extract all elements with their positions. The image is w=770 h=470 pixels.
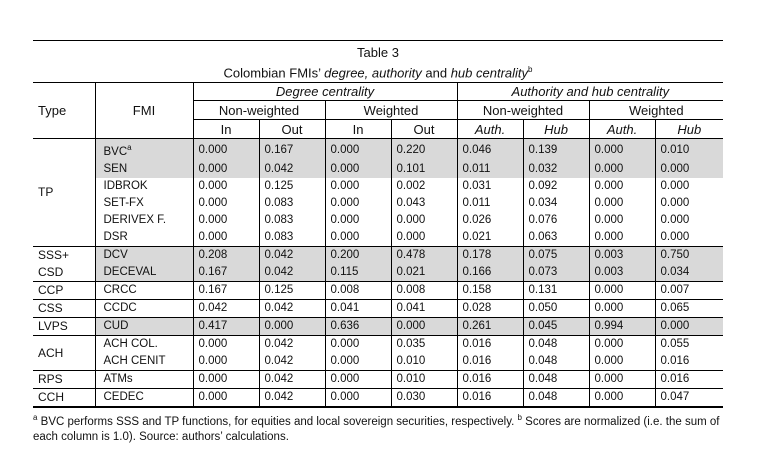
type-cell (33, 247, 95, 282)
type-cell (33, 371, 95, 389)
value-cell: 0.208 (193, 247, 259, 265)
value-cell: 0.016 (457, 389, 523, 407)
value-cell: 0.065 (655, 300, 723, 318)
type-label: CCH (38, 390, 64, 405)
value-cell: 0.200 (325, 247, 391, 265)
value-cell: 0.092 (523, 178, 589, 195)
table-title-block (33, 40, 723, 81)
value-cell: 0.000 (325, 212, 391, 229)
value-cell: 0.046 (457, 139, 523, 161)
value-cell: 0.030 (391, 389, 457, 407)
type-label-line2: CSD (38, 265, 64, 280)
value-cell: 0.042 (259, 161, 325, 178)
value-cell: 0.994 (589, 318, 655, 336)
header-in: In (193, 120, 259, 139)
value-cell: 0.000 (391, 212, 457, 229)
value-cell: 0.000 (193, 371, 259, 389)
fmi-cell (95, 264, 193, 282)
value-cell: 0.000 (325, 371, 391, 389)
value-cell: 0.178 (457, 247, 523, 265)
table-row (33, 300, 723, 318)
value-cell: 0.000 (193, 212, 259, 229)
value-cell: 0.478 (391, 247, 457, 265)
value-cell: 0.131 (523, 282, 589, 300)
caption-italic-degree-authority: degree, authority (324, 65, 422, 81)
value-cell: 0.042 (259, 300, 325, 318)
type-label: SSS+ (38, 248, 70, 263)
fmi-cell (95, 353, 193, 371)
value-cell: 0.000 (589, 229, 655, 247)
type-cell (33, 336, 95, 371)
table-row (33, 161, 723, 178)
value-cell: 0.042 (259, 264, 325, 282)
value-cell: 0.750 (655, 247, 723, 265)
value-cell: 0.008 (391, 282, 457, 300)
footnote-a-sup: a (33, 413, 38, 423)
value-cell: 0.167 (259, 139, 325, 161)
fmi-name: DSR (103, 231, 128, 244)
header-type: Type (33, 83, 95, 139)
value-cell: 0.000 (325, 178, 391, 195)
fmi-name: CCDC (103, 302, 137, 315)
value-cell: 0.045 (523, 318, 589, 336)
value-cell: 0.003 (589, 247, 655, 265)
fmi-cell (95, 212, 193, 229)
value-cell: 0.002 (391, 178, 457, 195)
table-row (33, 353, 723, 371)
value-cell: 0.000 (589, 139, 655, 161)
fmi-name: CRCC (103, 284, 137, 297)
value-cell: 0.016 (655, 353, 723, 371)
value-cell: 0.000 (193, 336, 259, 354)
value-cell: 0.000 (325, 353, 391, 371)
value-cell: 0.000 (655, 318, 723, 336)
value-cell: 0.000 (325, 229, 391, 247)
fmi-name: DECEVAL (103, 266, 157, 279)
header-degree-nonweighted: Non-weighted (193, 101, 325, 120)
fmi-name: DERIVEX F. (103, 214, 167, 227)
header-hub: Hub (655, 120, 723, 139)
type-cell (33, 282, 95, 300)
value-cell: 0.000 (325, 389, 391, 407)
value-cell: 0.026 (457, 212, 523, 229)
value-cell: 0.041 (391, 300, 457, 318)
value-cell: 0.000 (589, 282, 655, 300)
value-cell: 0.042 (259, 336, 325, 354)
fmi-cell (95, 318, 193, 336)
type-cell (33, 139, 95, 247)
fmi-name: ACH COL. (103, 338, 158, 351)
value-cell: 0.000 (589, 300, 655, 318)
value-cell: 0.083 (259, 212, 325, 229)
value-cell: 0.167 (193, 282, 259, 300)
value-cell: 0.000 (325, 139, 391, 161)
header-fmi: FMI (95, 83, 193, 139)
value-cell: 0.075 (523, 247, 589, 265)
value-cell: 0.011 (457, 195, 523, 212)
table-row (33, 389, 723, 407)
value-cell: 0.000 (193, 389, 259, 407)
value-cell: 0.220 (391, 139, 457, 161)
value-cell: 0.042 (259, 371, 325, 389)
header-auth: Auth. (457, 120, 523, 139)
value-cell: 0.043 (391, 195, 457, 212)
value-cell: 0.055 (655, 336, 723, 354)
value-cell: 0.048 (523, 389, 589, 407)
table-row (33, 264, 723, 282)
fmi-cell (95, 139, 193, 161)
value-cell: 0.016 (655, 371, 723, 389)
value-cell: 0.000 (325, 195, 391, 212)
value-cell: 0.000 (655, 178, 723, 195)
fmi-cell (95, 371, 193, 389)
value-cell: 0.636 (325, 318, 391, 336)
type-cell (33, 300, 95, 318)
value-cell: 0.011 (457, 161, 523, 178)
value-cell: 0.000 (193, 195, 259, 212)
value-cell: 0.034 (523, 195, 589, 212)
value-cell: 0.010 (391, 371, 457, 389)
type-label: TP (38, 185, 54, 200)
fmi-name: BVC (103, 146, 128, 159)
value-cell: 0.000 (391, 229, 457, 247)
value-cell: 0.050 (523, 300, 589, 318)
value-cell: 0.000 (655, 195, 723, 212)
fmi-name: DCV (103, 249, 128, 262)
type-label: CSS (38, 301, 63, 316)
value-cell: 0.000 (589, 195, 655, 212)
fmi-name: ATMs (103, 373, 133, 386)
fmi-cell (95, 282, 193, 300)
header-auth-weighted: Weighted (589, 101, 723, 120)
value-cell: 0.034 (655, 264, 723, 282)
header-hub: Hub (523, 120, 589, 139)
value-cell: 0.063 (523, 229, 589, 247)
value-cell: 0.000 (325, 336, 391, 354)
fmi-name: SEN (103, 163, 128, 176)
value-cell: 0.048 (523, 371, 589, 389)
caption-italic-hub: hub centrality (450, 65, 529, 81)
caption-sup: b (528, 65, 533, 74)
value-cell: 0.000 (193, 353, 259, 371)
fmi-cell (95, 300, 193, 318)
value-cell: 0.021 (391, 264, 457, 282)
table-row (33, 247, 723, 265)
type-cell (33, 389, 95, 407)
table-row (33, 336, 723, 354)
value-cell: 0.010 (655, 139, 723, 161)
type-label: CCP (38, 283, 64, 298)
value-cell: 0.035 (391, 336, 457, 354)
value-cell: 0.028 (457, 300, 523, 318)
header-out: Out (391, 120, 457, 139)
table-row (33, 229, 723, 247)
table-row (33, 371, 723, 389)
fmi-cell (95, 336, 193, 354)
value-cell: 0.139 (523, 139, 589, 161)
table-row (33, 139, 723, 161)
fmi-cell (95, 195, 193, 212)
value-cell: 0.048 (523, 353, 589, 371)
value-cell: 0.158 (457, 282, 523, 300)
value-cell: 0.125 (259, 178, 325, 195)
header-auth-nonweighted: Non-weighted (457, 101, 589, 120)
value-cell: 0.101 (391, 161, 457, 178)
value-cell: 0.000 (589, 161, 655, 178)
fmi-name: CUD (103, 320, 129, 333)
table-caption (33, 61, 723, 81)
value-cell: 0.042 (193, 300, 259, 318)
value-cell: 0.042 (259, 353, 325, 371)
value-cell: 0.016 (457, 353, 523, 371)
type-cell (33, 318, 95, 336)
fmi-name: SET-FX (103, 197, 144, 210)
value-cell: 0.417 (193, 318, 259, 336)
table-row (33, 282, 723, 300)
fmi-name: CEDEC (103, 391, 144, 404)
table-row (33, 318, 723, 336)
fmi-name: IDBROK (103, 180, 148, 193)
table-row (33, 195, 723, 212)
type-label: ACH (38, 345, 64, 360)
value-cell: 0.016 (457, 336, 523, 354)
value-cell: 0.021 (457, 229, 523, 247)
value-cell: 0.073 (523, 264, 589, 282)
header-degree-centrality: Degree centrality (193, 83, 457, 101)
value-cell: 0.166 (457, 264, 523, 282)
value-cell: 0.000 (259, 318, 325, 336)
type-label: RPS (38, 372, 63, 387)
header-degree-weighted: Weighted (325, 101, 457, 120)
fmi-name: ACH CENIT (103, 355, 166, 368)
value-cell: 0.083 (259, 195, 325, 212)
value-cell: 0.000 (589, 389, 655, 407)
fmi-cell (95, 161, 193, 178)
value-cell: 0.032 (523, 161, 589, 178)
value-cell: 0.076 (523, 212, 589, 229)
value-cell: 0.167 (193, 264, 259, 282)
value-cell: 0.031 (457, 178, 523, 195)
value-cell: 0.000 (193, 139, 259, 161)
value-cell: 0.000 (589, 336, 655, 354)
value-cell: 0.000 (193, 178, 259, 195)
footnote-b-sup: b (517, 413, 522, 423)
caption-and: and (425, 65, 448, 81)
value-cell: 0.115 (325, 264, 391, 282)
value-cell: 0.007 (655, 282, 723, 300)
value-cell: 0.000 (589, 212, 655, 229)
fmi-cell (95, 229, 193, 247)
centrality-table (33, 82, 723, 407)
value-cell: 0.042 (259, 247, 325, 265)
value-cell: 0.083 (259, 229, 325, 247)
value-cell: 0.042 (259, 389, 325, 407)
header-auth: Auth. (589, 120, 655, 139)
value-cell: 0.000 (589, 371, 655, 389)
table-row (33, 178, 723, 195)
fmi-cell (95, 178, 193, 195)
value-cell: 0.041 (325, 300, 391, 318)
value-cell: 0.047 (655, 389, 723, 407)
table-label: Table 3 (357, 45, 399, 60)
value-cell: 0.000 (655, 229, 723, 247)
value-cell: 0.000 (193, 161, 259, 178)
value-cell: 0.000 (391, 318, 457, 336)
value-cell: 0.010 (391, 353, 457, 371)
header-in: In (325, 120, 391, 139)
fmi-cell (95, 389, 193, 407)
value-cell: 0.000 (193, 229, 259, 247)
table-footnote (33, 407, 723, 445)
table-container (33, 40, 723, 445)
value-cell: 0.000 (325, 161, 391, 178)
fmi-cell (95, 247, 193, 265)
value-cell: 0.000 (589, 353, 655, 371)
caption-prefix: Colombian FMIs’ (223, 65, 321, 81)
value-cell: 0.000 (655, 212, 723, 229)
table-body (33, 139, 723, 407)
table-row (33, 212, 723, 229)
value-cell: 0.016 (457, 371, 523, 389)
value-cell: 0.261 (457, 318, 523, 336)
footnote-b: Scores are normalized (i.e. the sum of each column is 1.0). Source: authors’ calculations. (33, 415, 720, 443)
value-cell: 0.000 (655, 161, 723, 178)
value-cell: 0.000 (589, 178, 655, 195)
value-cell: 0.048 (523, 336, 589, 354)
value-cell: 0.003 (589, 264, 655, 282)
footnote-a: BVC performs SSS and TP functions, for equities and local sovereign securities, respectively. (40, 415, 515, 428)
fmi-sup: a (127, 143, 132, 153)
header-authority-hub: Authority and hub centrality (457, 83, 723, 101)
value-cell: 0.125 (259, 282, 325, 300)
type-label: LVPS (38, 319, 68, 334)
value-cell: 0.008 (325, 282, 391, 300)
header-out: Out (259, 120, 325, 139)
